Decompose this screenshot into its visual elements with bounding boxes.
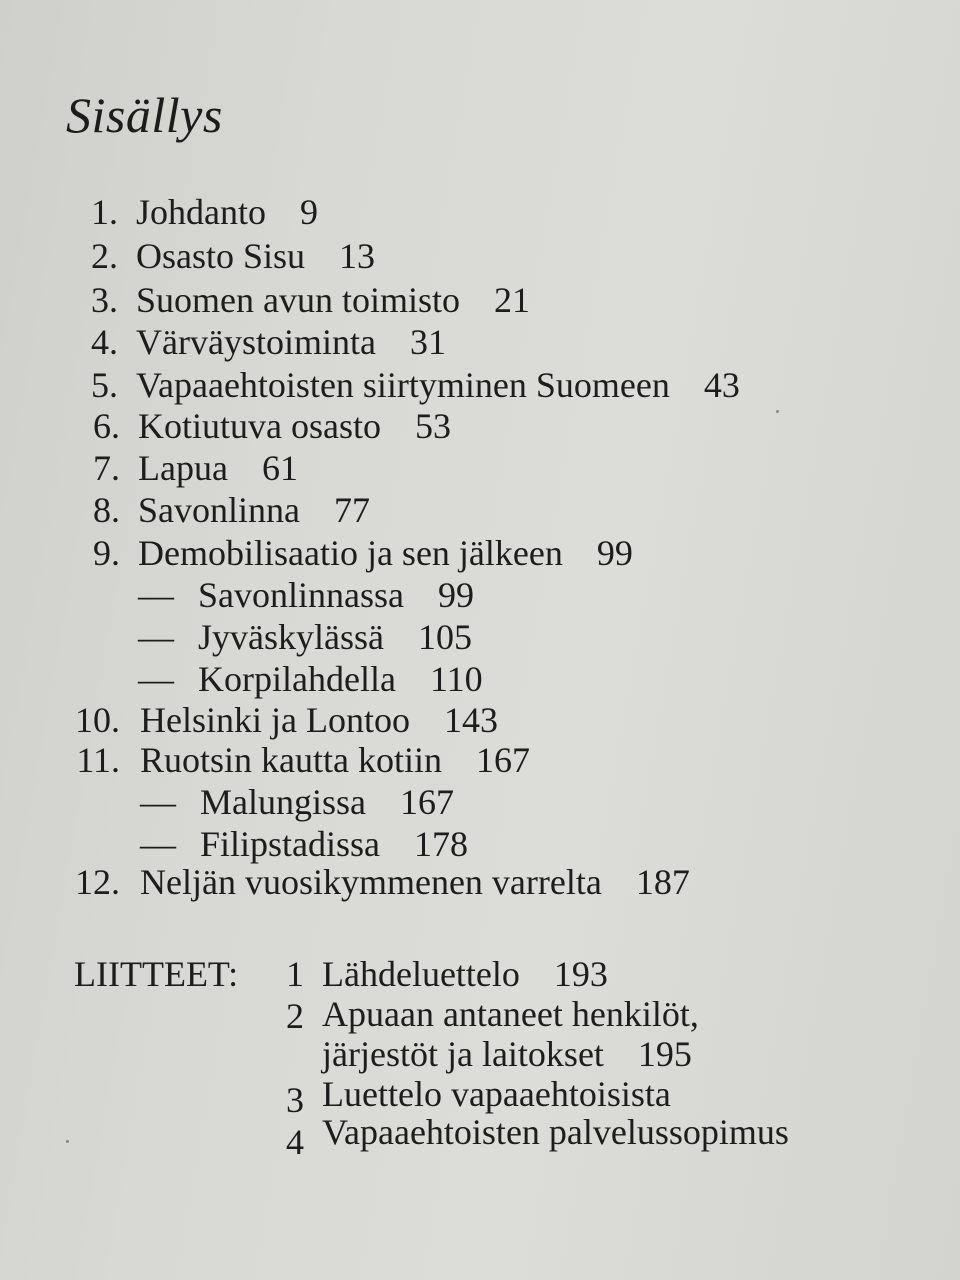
appendix-title-continued: järjestöt ja laitokset bbox=[322, 1034, 604, 1074]
subsection-dash: — bbox=[140, 824, 176, 864]
appendix-number: 1 bbox=[286, 954, 304, 994]
appendix-number: 3 bbox=[286, 1080, 304, 1120]
page-title: Sisällys bbox=[66, 87, 223, 143]
appendix-title: Apuaan antaneet henkilöt, bbox=[322, 994, 699, 1034]
subsection-title: Malungissa bbox=[200, 782, 366, 822]
appendix-page: 195 bbox=[637, 1034, 692, 1074]
chapter-page: 187 bbox=[635, 862, 690, 902]
chapter-number: 7. bbox=[93, 448, 120, 488]
paper-speck bbox=[66, 1140, 69, 1143]
subsection-title: Filipstadissa bbox=[200, 824, 381, 864]
appendix-number: 4 bbox=[286, 1122, 304, 1162]
chapter-page: 13 bbox=[339, 236, 376, 276]
chapter-number: 10. bbox=[75, 700, 120, 740]
chapter-title: Savonlinna bbox=[138, 490, 300, 530]
chapter-page: 99 bbox=[596, 533, 633, 573]
chapter-title: Lapua bbox=[138, 448, 228, 488]
subsection-page: 105 bbox=[417, 617, 472, 657]
chapter-title: Helsinki ja Lontoo bbox=[140, 700, 410, 740]
chapter-number: 1. bbox=[91, 192, 118, 232]
chapter-title: Demobilisaatio ja sen jälkeen bbox=[138, 533, 563, 573]
subsection-page: 178 bbox=[414, 824, 469, 864]
subsection-page: 167 bbox=[400, 782, 454, 822]
chapter-number: 3. bbox=[91, 280, 118, 320]
subsection-title: Jyväskylässä bbox=[198, 617, 384, 657]
appendix-title: Luettelo vapaaehtoisista bbox=[322, 1074, 671, 1114]
chapter-number: 11. bbox=[76, 740, 120, 780]
chapter-number: 6. bbox=[93, 406, 120, 446]
subsection-page: 110 bbox=[429, 659, 483, 699]
subsection-dash: — bbox=[138, 617, 174, 657]
subsection-dash: — bbox=[140, 782, 176, 822]
chapter-title: Kotiutuva osasto bbox=[138, 406, 381, 446]
chapter-page: 77 bbox=[333, 490, 370, 530]
chapter-title: Neljän vuosikymmenen varrelta bbox=[140, 862, 602, 902]
appendix-page: 193 bbox=[553, 954, 608, 994]
appendix-title: Lähdeluettelo bbox=[322, 954, 520, 994]
chapter-title: Ruotsin kautta kotiin bbox=[140, 740, 442, 780]
subsection-page: 99 bbox=[437, 575, 474, 615]
chapter-title: Värväystoiminta bbox=[136, 322, 376, 362]
appendices-label: LIITTEET: bbox=[74, 954, 239, 994]
chapter-page: 143 bbox=[443, 700, 498, 740]
chapter-number: 9. bbox=[93, 533, 120, 573]
chapter-page: 53 bbox=[414, 406, 451, 446]
chapter-page: 31 bbox=[409, 322, 446, 362]
chapter-page: 167 bbox=[476, 740, 530, 780]
appendix-title: Vapaaehtoisten palvelussopimus bbox=[322, 1112, 789, 1152]
subsection-dash: — bbox=[138, 575, 174, 615]
chapter-page: 21 bbox=[494, 280, 530, 320]
chapter-number: 2. bbox=[91, 236, 118, 276]
chapter-page: 61 bbox=[261, 448, 298, 488]
chapter-title: Vapaaehtoisten siirtyminen Suomeen bbox=[136, 365, 670, 405]
chapter-title: Suomen avun toimisto bbox=[136, 280, 460, 320]
chapter-number: 8. bbox=[93, 490, 120, 530]
chapter-number: 12. bbox=[75, 862, 120, 902]
paper-speck bbox=[776, 410, 779, 413]
subsection-title: Korpilahdella bbox=[198, 659, 396, 699]
chapter-title: Osasto Sisu bbox=[136, 236, 306, 276]
appendix-number: 2 bbox=[286, 996, 304, 1036]
chapter-number: 5. bbox=[91, 365, 118, 405]
chapter-title: Johdanto bbox=[136, 192, 266, 232]
subsection-title: Savonlinnassa bbox=[198, 575, 404, 615]
chapter-page: 9 bbox=[300, 192, 318, 232]
subsection-dash: — bbox=[138, 659, 174, 699]
chapter-page: 43 bbox=[703, 365, 740, 405]
chapter-number: 4. bbox=[91, 322, 118, 362]
